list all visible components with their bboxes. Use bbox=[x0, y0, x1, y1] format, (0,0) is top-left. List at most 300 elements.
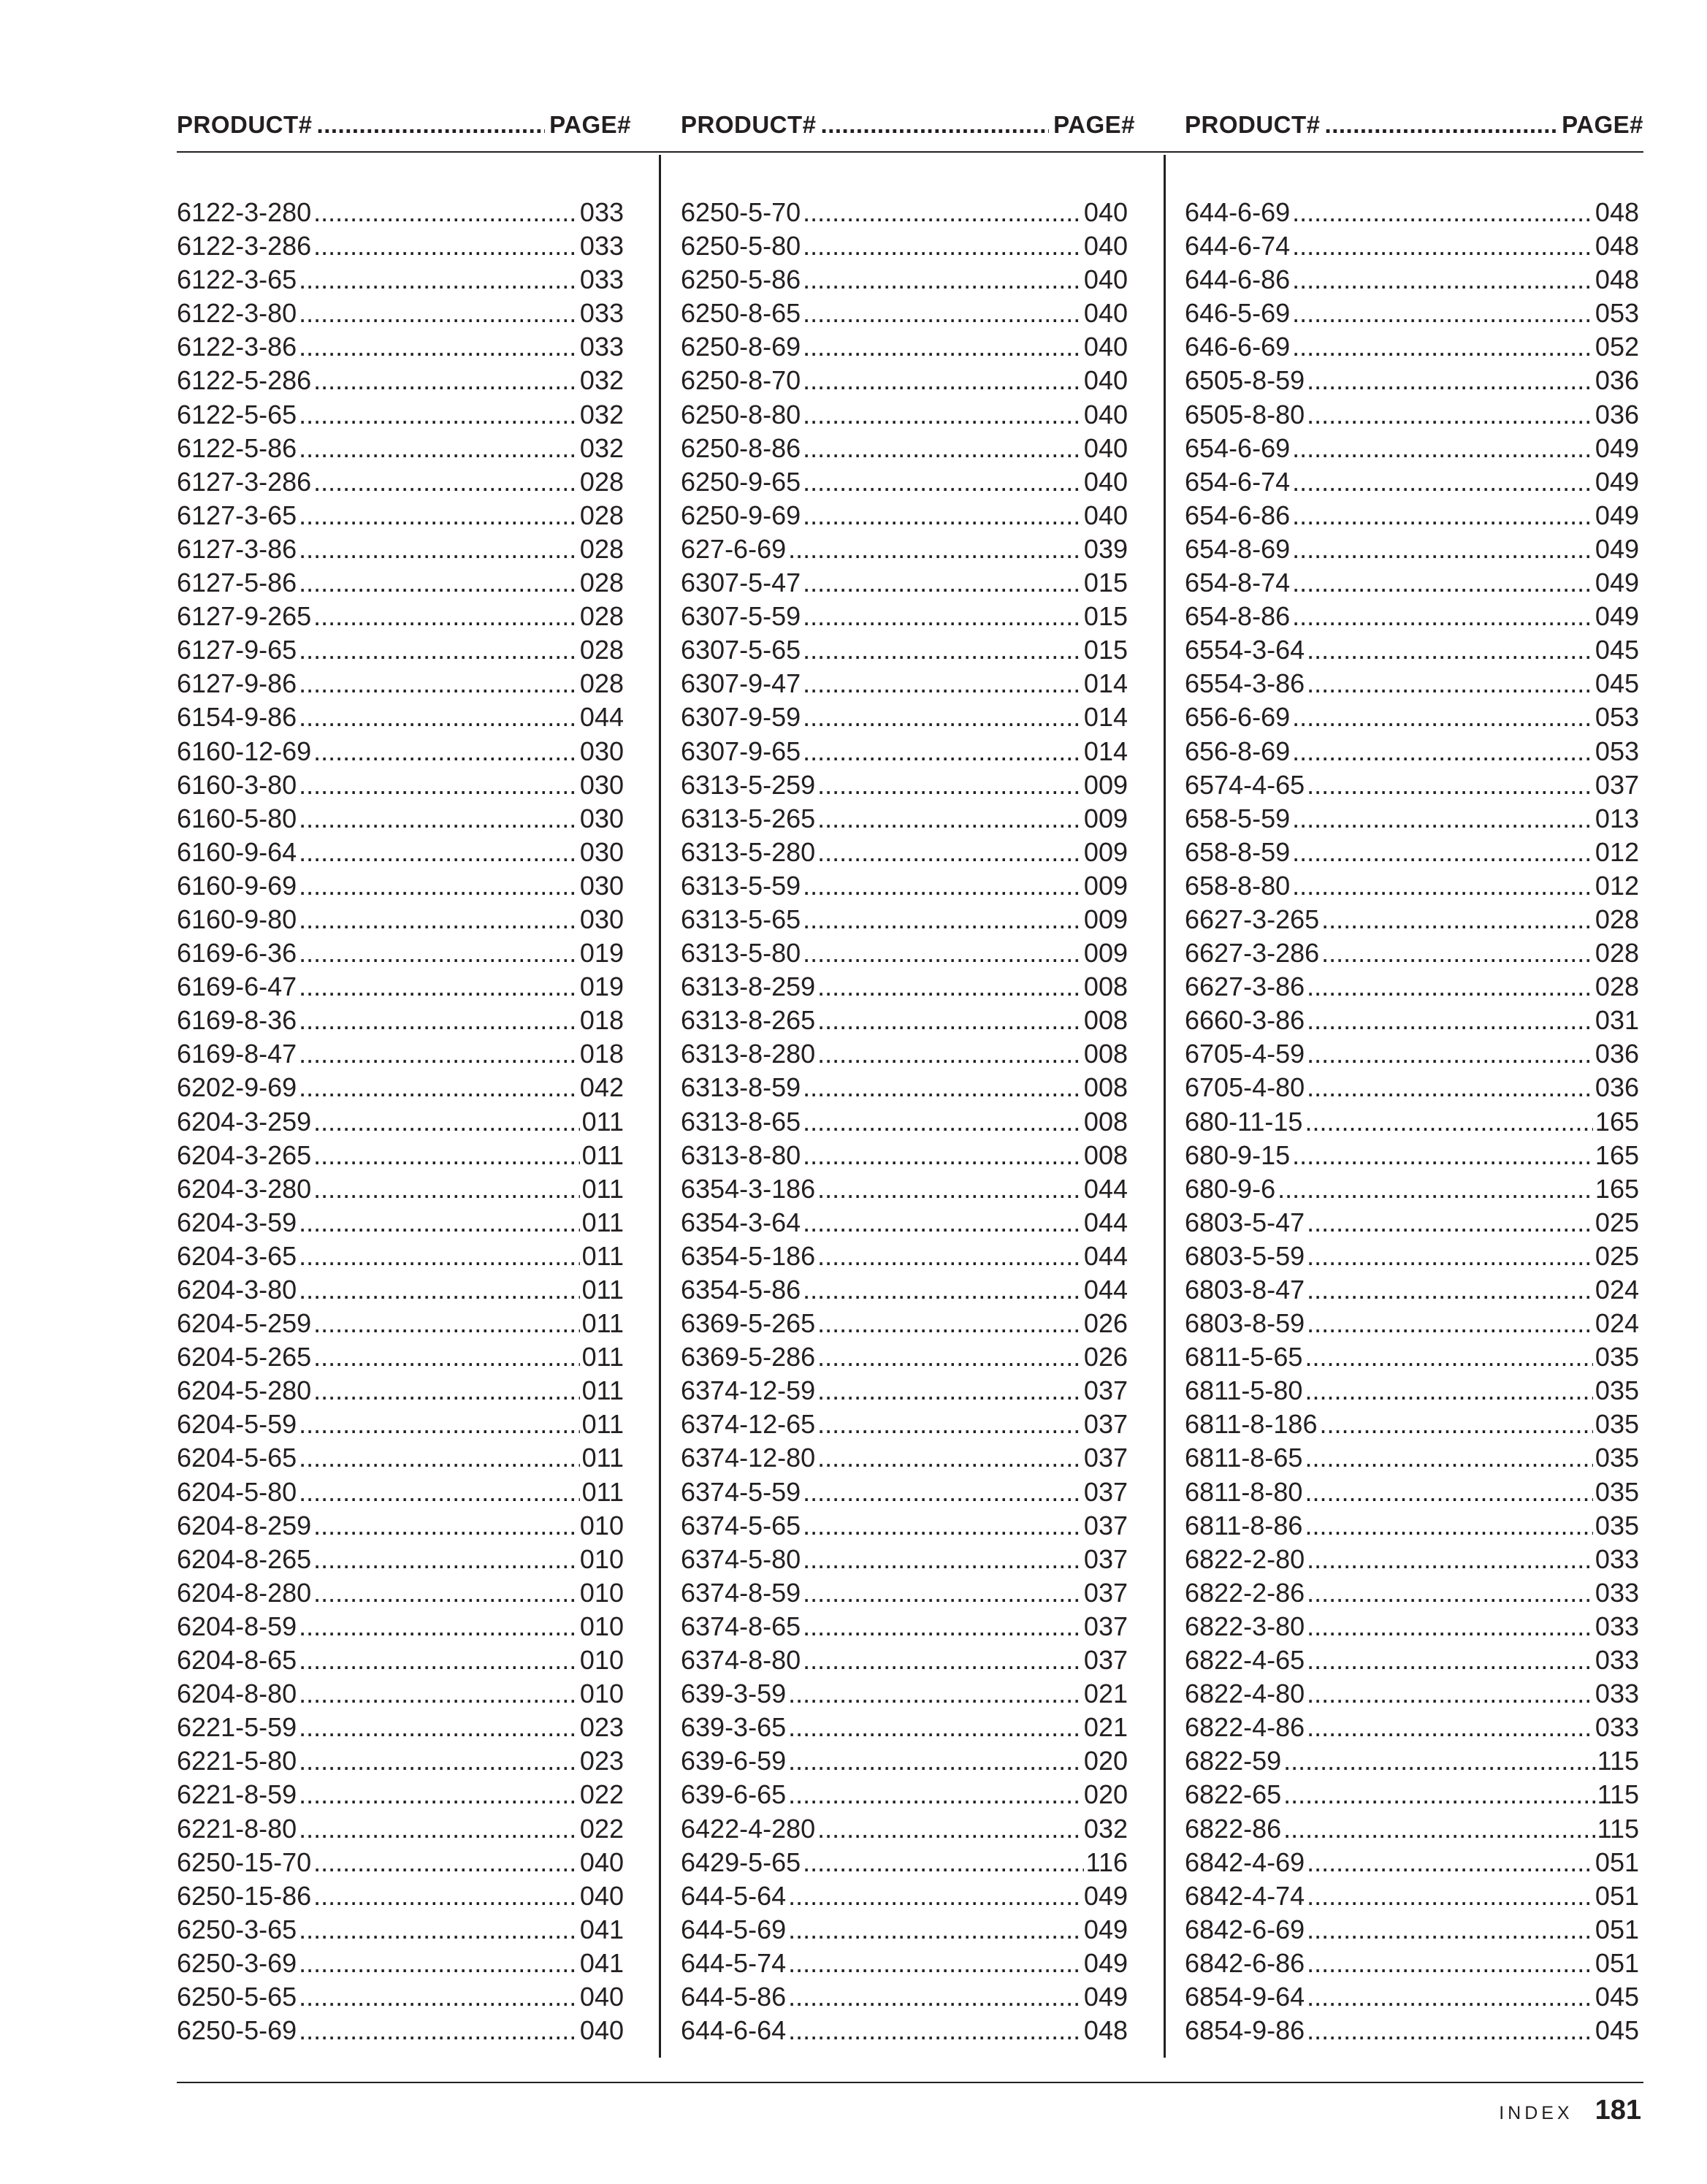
product-number: 6122-3-80 bbox=[177, 298, 297, 329]
leader-dots bbox=[803, 903, 1082, 936]
leader-dots bbox=[803, 229, 1082, 263]
page-reference: 033 bbox=[1595, 1645, 1639, 1676]
page-footer bbox=[1499, 2095, 1641, 2131]
index-entry bbox=[1185, 1677, 1639, 1711]
index-entry bbox=[177, 1509, 624, 1543]
leader-dots bbox=[803, 869, 1082, 903]
index-entry bbox=[177, 1172, 624, 1206]
index-entry bbox=[177, 1408, 624, 1441]
index-entry bbox=[1185, 1004, 1639, 1037]
index-entry bbox=[177, 1744, 624, 1778]
product-number: 6250-9-69 bbox=[681, 500, 801, 530]
index-entry bbox=[681, 398, 1128, 432]
page-reference: 014 bbox=[1083, 702, 1128, 733]
index-entry bbox=[177, 1240, 624, 1273]
leader-dots bbox=[1292, 700, 1593, 734]
leader-dots bbox=[299, 1744, 578, 1778]
footer-section-label: INDEX bbox=[1499, 2103, 1573, 2123]
leader-dots bbox=[817, 1240, 1082, 1273]
index-entry bbox=[177, 1913, 624, 1947]
product-number: 6822-59 bbox=[1185, 1746, 1282, 1776]
page-reference: 012 bbox=[1595, 870, 1639, 901]
column-divider-1 bbox=[659, 155, 661, 2058]
page-reference: 051 bbox=[1595, 1847, 1639, 1877]
leader-dots bbox=[1283, 1744, 1595, 1778]
leader-dots bbox=[817, 1812, 1082, 1846]
leader-dots bbox=[803, 1576, 1082, 1610]
page-header-label: PAGE# bbox=[1562, 111, 1643, 138]
leader-dots bbox=[803, 633, 1082, 667]
product-number: 6122-5-65 bbox=[177, 399, 297, 429]
product-number: 644-6-86 bbox=[1185, 264, 1291, 295]
page-reference: 028 bbox=[579, 601, 624, 632]
product-number: 658-8-80 bbox=[1185, 870, 1291, 901]
product-number: 654-6-69 bbox=[1185, 432, 1291, 463]
leader-dots bbox=[1292, 330, 1593, 364]
page-reference: 019 bbox=[579, 971, 624, 1002]
leader-dots bbox=[299, 263, 578, 297]
product-number: 6169-6-36 bbox=[177, 938, 297, 969]
leader-dots bbox=[313, 1172, 579, 1206]
index-entry bbox=[1185, 1340, 1639, 1374]
page-reference: 011 bbox=[581, 1139, 624, 1170]
leader-dots bbox=[803, 196, 1082, 229]
page-reference: 115 bbox=[1597, 1813, 1639, 1844]
page-reference: 019 bbox=[579, 938, 624, 969]
page-reference: 031 bbox=[1595, 1005, 1639, 1036]
page-header-label: PAGE# bbox=[1053, 111, 1135, 138]
page-reference: 033 bbox=[1595, 1577, 1639, 1608]
index-entry bbox=[177, 1105, 624, 1139]
leader-dots bbox=[1305, 1374, 1592, 1408]
index-column-1 bbox=[177, 196, 624, 2047]
index-entry bbox=[1185, 263, 1639, 297]
leader-dots bbox=[803, 263, 1082, 297]
product-number: 6429-5-65 bbox=[681, 1847, 801, 1877]
index-entry bbox=[681, 1576, 1128, 1610]
index-entry bbox=[1185, 465, 1639, 499]
leader-dots bbox=[313, 1340, 579, 1374]
leader-dots bbox=[299, 1273, 579, 1307]
leader-dots bbox=[803, 297, 1082, 330]
page-reference: 036 bbox=[1595, 399, 1639, 429]
index-entry bbox=[177, 1812, 624, 1846]
product-number: 6160-5-80 bbox=[177, 803, 297, 833]
leader-dots bbox=[817, 1408, 1082, 1441]
leader-dots bbox=[299, 1778, 578, 1811]
index-entry bbox=[1185, 1576, 1639, 1610]
product-number: 6374-12-59 bbox=[681, 1375, 816, 1406]
page-reference: 032 bbox=[579, 432, 624, 463]
index-entry bbox=[681, 1980, 1128, 2014]
leader-dots bbox=[299, 970, 578, 1004]
index-entry bbox=[177, 1778, 624, 1811]
leader-dots bbox=[817, 1340, 1082, 1374]
leader-dots bbox=[1305, 1475, 1592, 1509]
index-entry bbox=[1185, 1610, 1639, 1643]
page-reference: 040 bbox=[579, 1880, 624, 1911]
index-entry bbox=[681, 229, 1128, 263]
page-reference: 010 bbox=[579, 1611, 624, 1641]
page-reference: 021 bbox=[1083, 1712, 1128, 1743]
page-reference: 012 bbox=[1595, 836, 1639, 867]
index-entry bbox=[681, 1610, 1128, 1643]
page-reference: 035 bbox=[1595, 1510, 1639, 1540]
page-reference: 049 bbox=[1083, 1947, 1128, 1978]
product-number: 6811-8-86 bbox=[1185, 1510, 1303, 1540]
index-entry bbox=[681, 566, 1128, 600]
page-reference: 011 bbox=[581, 1207, 624, 1237]
page-reference: 022 bbox=[579, 1779, 624, 1810]
product-number: 6204-3-59 bbox=[177, 1207, 297, 1237]
index-entry bbox=[681, 1778, 1128, 1811]
product-number: 6250-15-70 bbox=[177, 1847, 312, 1877]
page-reference: 040 bbox=[579, 1847, 624, 1877]
leader-dots bbox=[1307, 1913, 1593, 1947]
product-number: 656-6-69 bbox=[1185, 702, 1291, 733]
index-entry bbox=[681, 633, 1128, 667]
leader-dots bbox=[817, 836, 1082, 869]
leader-dots bbox=[1307, 1576, 1593, 1610]
product-number: 6127-9-65 bbox=[177, 635, 297, 665]
index-entry bbox=[1185, 1643, 1639, 1677]
product-number: 6803-8-59 bbox=[1185, 1308, 1305, 1339]
page-reference: 115 bbox=[1597, 1746, 1639, 1776]
index-entry bbox=[1185, 1980, 1639, 2014]
leader-dots bbox=[1307, 1879, 1593, 1913]
page-reference: 028 bbox=[579, 568, 624, 598]
header-divider bbox=[177, 151, 1643, 153]
leader-dots bbox=[299, 633, 578, 667]
product-number: 6313-5-59 bbox=[681, 870, 801, 901]
leader-dots bbox=[788, 1947, 1082, 1980]
product-number: 6204-8-259 bbox=[177, 1510, 312, 1540]
column-header-1 bbox=[177, 95, 631, 139]
index-entry bbox=[681, 903, 1128, 936]
page-reference: 030 bbox=[579, 904, 624, 934]
page-reference: 021 bbox=[1083, 1679, 1128, 1709]
index-entry bbox=[1185, 936, 1639, 970]
page-reference: 037 bbox=[1083, 1510, 1128, 1540]
index-entry bbox=[681, 1408, 1128, 1441]
product-number: 6204-3-65 bbox=[177, 1240, 297, 1271]
index-entry bbox=[681, 432, 1128, 465]
page-reference: 028 bbox=[1595, 971, 1639, 1002]
product-number: 654-8-74 bbox=[1185, 568, 1291, 598]
product-number: 6354-5-86 bbox=[681, 1275, 801, 1305]
product-number: 6313-8-59 bbox=[681, 1072, 801, 1103]
product-number: 6313-5-280 bbox=[681, 836, 816, 867]
page-reference: 037 bbox=[1083, 1443, 1128, 1473]
product-number: 654-6-86 bbox=[1185, 500, 1291, 530]
product-number: 6374-8-80 bbox=[681, 1645, 801, 1676]
page-reference: 044 bbox=[1083, 1173, 1128, 1204]
index-entry bbox=[681, 1543, 1128, 1576]
index-column-2 bbox=[681, 196, 1128, 2047]
product-number: 6122-3-280 bbox=[177, 197, 312, 227]
page-reference: 049 bbox=[1083, 1880, 1128, 1911]
product-number: 6313-8-80 bbox=[681, 1139, 801, 1170]
leader-dots bbox=[299, 1610, 578, 1643]
product-number: 644-5-74 bbox=[681, 1947, 787, 1978]
page-reference: 033 bbox=[1595, 1611, 1639, 1641]
index-entry bbox=[177, 700, 624, 734]
index-entry bbox=[681, 600, 1128, 633]
page-reference: 033 bbox=[579, 264, 624, 295]
leader-dots bbox=[299, 1475, 579, 1509]
product-number: 6374-12-65 bbox=[681, 1409, 816, 1440]
product-number: 6354-3-186 bbox=[681, 1173, 816, 1204]
product-number: 6204-8-280 bbox=[177, 1577, 312, 1608]
leader-dots bbox=[803, 667, 1082, 700]
leader-dots bbox=[817, 1037, 1082, 1071]
leader-dots bbox=[817, 1374, 1082, 1408]
page-number: 181 bbox=[1595, 2095, 1641, 2126]
leader-dots bbox=[299, 398, 578, 432]
product-number: 6554-3-86 bbox=[1185, 668, 1305, 699]
leader-dots bbox=[299, 1913, 578, 1947]
index-entry bbox=[177, 398, 624, 432]
leader-dots bbox=[803, 735, 1082, 768]
index-entry bbox=[177, 1846, 624, 1879]
leader-dots bbox=[803, 1643, 1082, 1677]
product-number: 6122-3-286 bbox=[177, 231, 312, 261]
page-reference: 028 bbox=[579, 533, 624, 564]
page-reference: 032 bbox=[579, 399, 624, 429]
leader-dots bbox=[788, 1744, 1082, 1778]
leader-dots bbox=[299, 1947, 578, 1980]
product-number: 6250-8-69 bbox=[681, 332, 801, 362]
product-header-label: PRODUCT# bbox=[681, 111, 817, 138]
index-entry bbox=[681, 667, 1128, 700]
page-reference: 115 bbox=[1597, 1779, 1639, 1810]
leader-dots bbox=[803, 1273, 1082, 1307]
page-reference: 040 bbox=[1083, 365, 1128, 396]
page-reference: 037 bbox=[1083, 1645, 1128, 1676]
index-entry bbox=[1185, 1307, 1639, 1340]
leader-dots bbox=[1292, 532, 1593, 566]
leader-dots bbox=[1307, 667, 1593, 700]
page-reference: 036 bbox=[1595, 1072, 1639, 1103]
leader-dots bbox=[299, 836, 578, 869]
product-number: 6374-5-59 bbox=[681, 1476, 801, 1507]
page-reference: 049 bbox=[1595, 500, 1639, 530]
product-number: 6127-3-65 bbox=[177, 500, 297, 530]
product-number: 680-11-15 bbox=[1185, 1106, 1303, 1137]
product-number: 6250-8-70 bbox=[681, 365, 801, 396]
index-entry bbox=[681, 1307, 1128, 1340]
leader-dots bbox=[803, 499, 1082, 532]
index-entry bbox=[681, 1441, 1128, 1475]
index-entry bbox=[1185, 903, 1639, 936]
page-reference: 011 bbox=[581, 1443, 624, 1473]
product-number: 6574-4-65 bbox=[1185, 769, 1305, 800]
index-entry bbox=[681, 263, 1128, 297]
product-number: 6354-5-186 bbox=[681, 1240, 816, 1271]
index-entry bbox=[177, 802, 624, 836]
product-number: 6822-86 bbox=[1185, 1813, 1282, 1844]
leader-dots bbox=[788, 2014, 1082, 2047]
page-reference: 048 bbox=[1595, 231, 1639, 261]
page-reference: 165 bbox=[1595, 1106, 1639, 1137]
page-reference: 033 bbox=[1595, 1543, 1639, 1574]
index-entry bbox=[681, 297, 1128, 330]
page-reference: 040 bbox=[1083, 197, 1128, 227]
page-reference: 044 bbox=[579, 702, 624, 733]
page-reference: 030 bbox=[579, 870, 624, 901]
leader-dots bbox=[1307, 1643, 1593, 1677]
page-reference: 051 bbox=[1595, 1880, 1639, 1911]
leader-dots bbox=[788, 1778, 1082, 1811]
product-number: 6705-4-59 bbox=[1185, 1039, 1305, 1069]
leader-dots bbox=[313, 1105, 579, 1139]
page-reference: 028 bbox=[579, 466, 624, 497]
page-reference: 045 bbox=[1595, 1981, 1639, 2012]
page-reference: 008 bbox=[1083, 1005, 1128, 1036]
product-number: 6369-5-286 bbox=[681, 1342, 816, 1372]
leader-dots bbox=[803, 936, 1082, 970]
leader-dots bbox=[299, 1643, 578, 1677]
index-entry bbox=[177, 1947, 624, 1980]
page-reference: 011 bbox=[581, 1173, 624, 1204]
leader-dots bbox=[1321, 903, 1593, 936]
index-entry bbox=[177, 432, 624, 465]
index-entry bbox=[177, 1576, 624, 1610]
product-number: 644-5-69 bbox=[681, 1914, 787, 1944]
product-number: 6313-5-259 bbox=[681, 769, 816, 800]
leader-dots bbox=[313, 364, 578, 397]
product-number: 6204-5-65 bbox=[177, 1443, 297, 1473]
index-entry bbox=[177, 229, 624, 263]
page-reference: 010 bbox=[579, 1510, 624, 1540]
leader-dots bbox=[1307, 1240, 1593, 1273]
product-number: 6204-5-265 bbox=[177, 1342, 312, 1372]
leader-dots bbox=[299, 566, 578, 600]
product-number: 6127-5-86 bbox=[177, 568, 297, 598]
index-entry bbox=[1185, 836, 1639, 869]
index-entry bbox=[1185, 633, 1639, 667]
index-entry bbox=[177, 1307, 624, 1340]
product-number: 654-6-74 bbox=[1185, 466, 1291, 497]
page-reference: 052 bbox=[1595, 332, 1639, 362]
product-number: 6122-3-65 bbox=[177, 264, 297, 295]
page-reference: 036 bbox=[1595, 1039, 1639, 1069]
product-number: 6374-5-80 bbox=[681, 1543, 801, 1574]
product-number: 644-6-64 bbox=[681, 2015, 787, 2046]
page-reference: 049 bbox=[1083, 1981, 1128, 2012]
page-reference: 042 bbox=[579, 1072, 624, 1103]
product-header-label: PRODUCT# bbox=[177, 111, 313, 138]
index-entry bbox=[681, 1206, 1128, 1240]
page-reference: 040 bbox=[1083, 332, 1128, 362]
product-number: 680-9-6 bbox=[1185, 1173, 1276, 1204]
page-reference: 053 bbox=[1595, 736, 1639, 766]
leader-dots bbox=[299, 1240, 579, 1273]
index-entry bbox=[681, 1879, 1128, 1913]
product-number: 6803-5-59 bbox=[1185, 1240, 1305, 1271]
page-reference: 015 bbox=[1083, 601, 1128, 632]
product-number: 6127-3-286 bbox=[177, 466, 312, 497]
product-number: 6250-8-86 bbox=[681, 432, 801, 463]
page-reference: 032 bbox=[579, 365, 624, 396]
page-reference: 014 bbox=[1083, 668, 1128, 699]
page-reference: 035 bbox=[1595, 1342, 1639, 1372]
page-reference: 037 bbox=[1083, 1577, 1128, 1608]
product-number: 6160-9-64 bbox=[177, 836, 297, 867]
index-entry bbox=[1185, 1913, 1639, 1947]
page-reference: 033 bbox=[1595, 1712, 1639, 1743]
page-reference: 037 bbox=[1083, 1409, 1128, 1440]
product-number: 6842-4-69 bbox=[1185, 1847, 1305, 1877]
page-reference: 049 bbox=[1595, 533, 1639, 564]
index-entry bbox=[1185, 1947, 1639, 1980]
index-entry bbox=[177, 1273, 624, 1307]
leader-dots bbox=[1292, 196, 1593, 229]
index-entry bbox=[177, 566, 624, 600]
index-entry bbox=[681, 869, 1128, 903]
page-reference: 030 bbox=[579, 803, 624, 833]
page-reference: 033 bbox=[579, 332, 624, 362]
page-reference: 044 bbox=[1083, 1240, 1128, 1271]
leader-dots bbox=[313, 229, 578, 263]
leader-dots bbox=[1292, 263, 1593, 297]
product-number: 6307-5-59 bbox=[681, 601, 801, 632]
product-number: 6122-5-86 bbox=[177, 432, 297, 463]
product-number: 6313-8-259 bbox=[681, 971, 816, 1002]
index-entry bbox=[177, 1677, 624, 1711]
leader-dots bbox=[313, 1879, 578, 1913]
page-reference: 037 bbox=[1083, 1476, 1128, 1507]
product-number: 6811-5-65 bbox=[1185, 1342, 1303, 1372]
page-reference: 011 bbox=[581, 1106, 624, 1137]
leader-dots bbox=[1307, 2014, 1593, 2047]
index-entry bbox=[177, 1071, 624, 1104]
product-number: 639-6-59 bbox=[681, 1746, 787, 1776]
leader-dots bbox=[1307, 970, 1593, 1004]
index-entry bbox=[681, 970, 1128, 1004]
leader-dots bbox=[299, 1071, 578, 1104]
product-number: 6811-8-80 bbox=[1185, 1476, 1303, 1507]
index-entry bbox=[681, 1475, 1128, 1509]
leader-dots bbox=[1321, 936, 1593, 970]
product-number: 6854-9-64 bbox=[1185, 1981, 1305, 2012]
product-number: 6803-5-47 bbox=[1185, 1207, 1305, 1237]
product-header-label: PRODUCT# bbox=[1185, 111, 1321, 138]
column-header-3 bbox=[1185, 95, 1643, 139]
product-number: 654-8-86 bbox=[1185, 601, 1291, 632]
product-number: 6204-5-80 bbox=[177, 1476, 297, 1507]
page-reference: 032 bbox=[1083, 1813, 1128, 1844]
index-entry bbox=[681, 1071, 1128, 1104]
product-number: 6160-9-69 bbox=[177, 870, 297, 901]
index-entry bbox=[177, 869, 624, 903]
leader-dots bbox=[299, 432, 578, 465]
product-number: 6154-9-86 bbox=[177, 702, 297, 733]
product-number: 6842-4-74 bbox=[1185, 1880, 1305, 1911]
product-number: 6204-8-80 bbox=[177, 1679, 297, 1709]
product-number: 6169-6-47 bbox=[177, 971, 297, 1002]
index-entry bbox=[177, 330, 624, 364]
index-entry bbox=[177, 263, 624, 297]
leader-dots bbox=[1307, 1677, 1593, 1711]
page-reference: 011 bbox=[581, 1308, 624, 1339]
index-entry bbox=[177, 633, 624, 667]
index-entry bbox=[1185, 1778, 1639, 1811]
product-number: 6822-3-80 bbox=[1185, 1611, 1305, 1641]
index-entry bbox=[1185, 1408, 1639, 1441]
leader-dots bbox=[1292, 735, 1593, 768]
leader-dots bbox=[299, 903, 578, 936]
